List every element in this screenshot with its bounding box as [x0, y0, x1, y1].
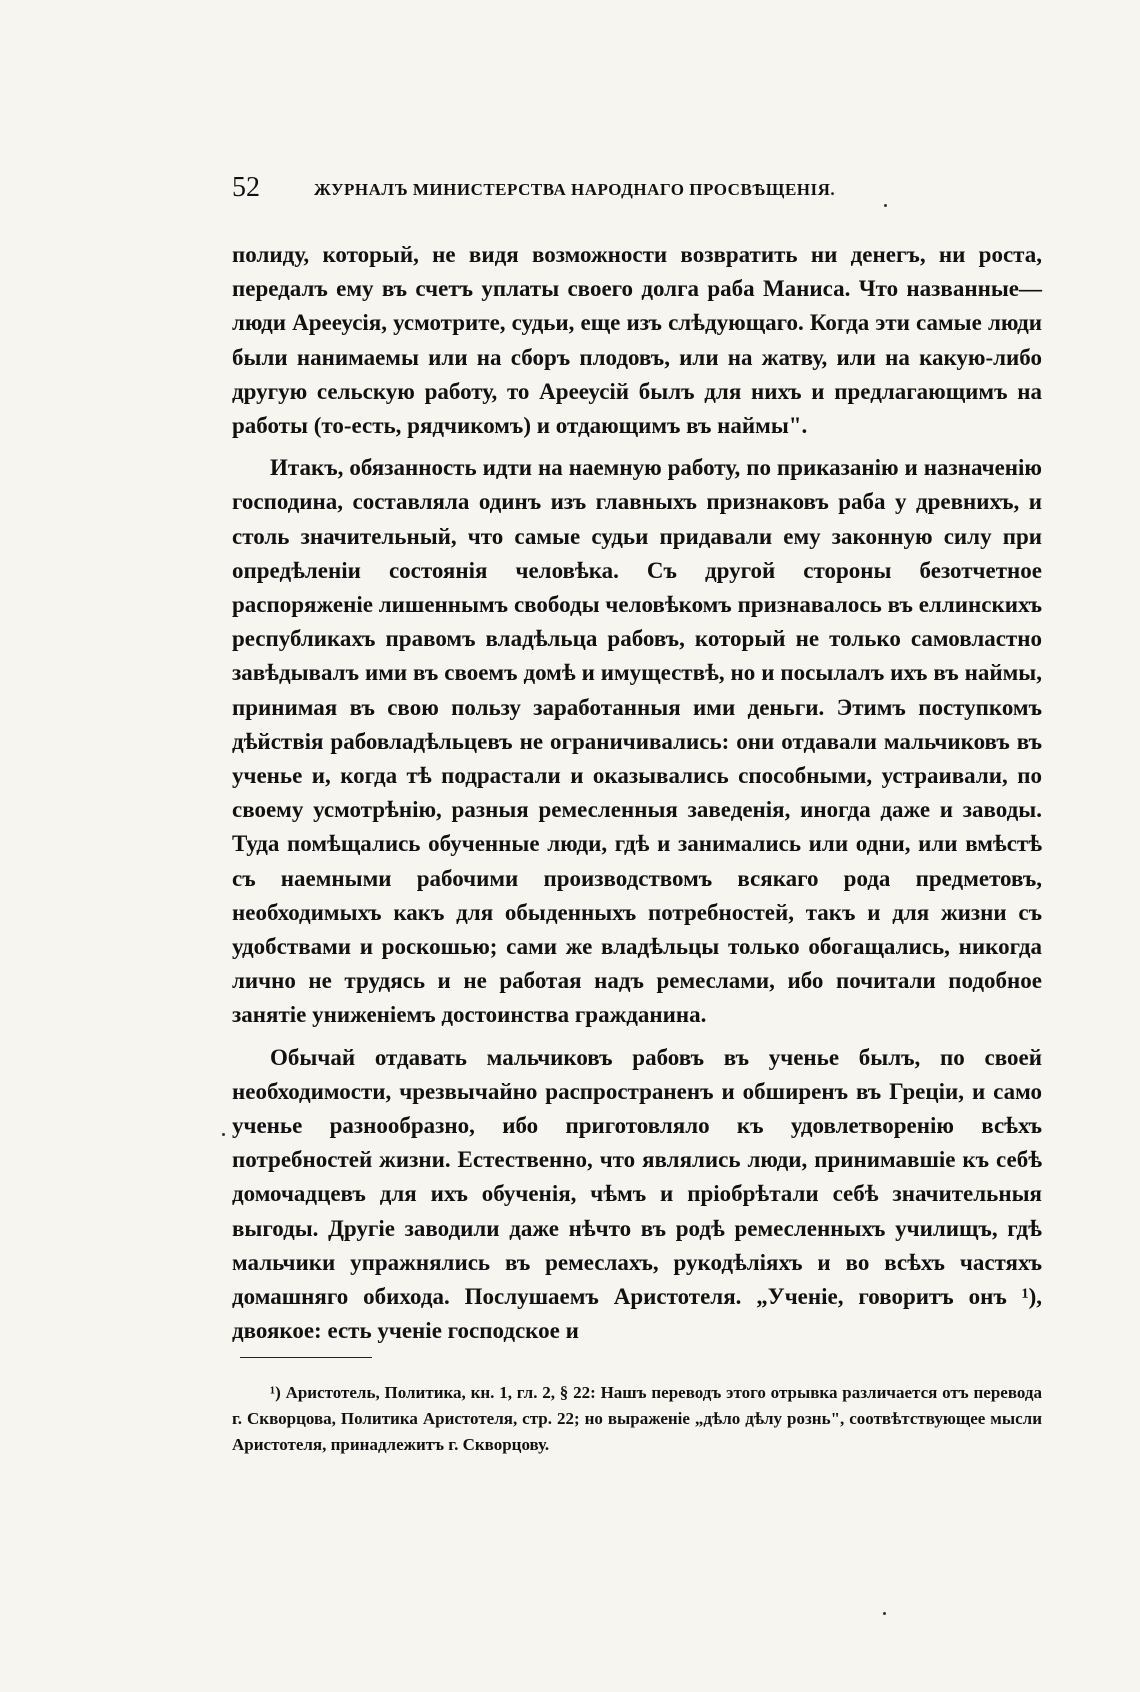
running-head: [232, 172, 1042, 212]
footnote-divider: [240, 1357, 372, 1358]
footnotes: [232, 1380, 1042, 1458]
print-speck: [884, 204, 887, 207]
paragraph-2: Итакъ, обязанность идти на наемную работу, по приказанію и назначенію господина, составляла одинъ изъ главныхъ признаковъ раба у древнихъ, и столь значительный, что самые судьи придавали ему законную силу при опредѣленіи состоянія человѣка. Съ другой стороны безотчетное распоряженіе лишеннымъ свободы человѣкомъ признавалось въ еллинскихъ республикахъ правомъ владѣльца рабовъ, который не только самовластно завѣдывалъ ими въ своемъ домѣ и имуществѣ, но и посылалъ ихъ въ наймы, принимая въ свою пользу заработанныя ими деньги. Этимъ поступкомъ дѣйствія рабовладѣльцевъ не ограничивались: они отдавали мальчиковъ въ ученье и, когда тѣ подрастали и оказывались способными, устраивали, по своему усмотрѣнію, разныя ремесленныя заведенія, иногда даже и заводы. Туда помѣщались обученные люди, гдѣ и занимались или одни, или вмѣстѣ съ наемными рабочими производствомъ всякаго рода предметовъ, необходимыхъ какъ для обыденныхъ потребностей, такъ и для жизни съ удобствами и роскошью; сами же владѣльцы только обогащались, никогда лично не трудясь и не работая надъ ремеслами, ибо почитали подобное занятіе униженіемъ достоинства гражданина.: [232, 455, 1042, 1028]
paragraph-3: Обычай отдавать мальчиковъ рабовъ въ ученье былъ, по своей необходимости, чрезвычайно распространенъ и обширенъ въ Греціи, и само ученье разнообразно, ибо приготовляло къ удовлетворенію всѣхъ потребностей жизни. Естественно, что являлись люди, принимавшіе къ себѣ домочадцевъ для ихъ обученія, чѣмъ и пріобрѣтали себѣ значительныя выгоды. Другіе заводили даже нѣчто въ родѣ ремесленныхъ училищъ, гдѣ мальчики упражнялись въ ремеслахъ, рукодѣліяхъ и во всѣхъ частяхъ домашняго обихода. Послушаемъ Аристотеля. „Ученіе, говоритъ онъ ¹), двоякое: есть ученіе господское и: [232, 1044, 1042, 1344]
body-text: [232, 238, 1042, 1349]
print-speck: [883, 1612, 886, 1615]
paragraph-1: полиду, который, не видя возможности возвратить ни денегъ, ни роста, передалъ ему въ счетъ уплаты своего долга раба Маниса. Что названные—люди Арееусія, усмотрите, судьи, еще изъ слѣдующаго. Когда эти самые люди были нанимаемы или на сборъ плодовъ, или на жатву, или на какую-либо другую сельскую работу, то Арееусій былъ для нихъ и предлагающимъ на работы (то-есть, рядчикомъ) и отдающимъ въ наймы".: [232, 242, 1042, 439]
journal-title: ЖУРНАЛЪ МИНИСТЕРСТВА НАРОДНАГО ПРОСВѢЩЕНІЯ.: [314, 180, 836, 199]
page-number: 52: [232, 172, 260, 203]
print-speck: [222, 1133, 225, 1136]
footnote-1: ¹) Аристотель, Политика, кн. 1, гл. 2, § 22: Нашъ переводъ этого отрывка различается отъ перевода г. Скворцова, Политика Аристотеля, стр. 22; но выраженіе „дѣло дѣлу рознь", соотвѣтствующее мысли Аристотеля, принадлежитъ г. Скворцову.: [232, 1383, 1042, 1454]
